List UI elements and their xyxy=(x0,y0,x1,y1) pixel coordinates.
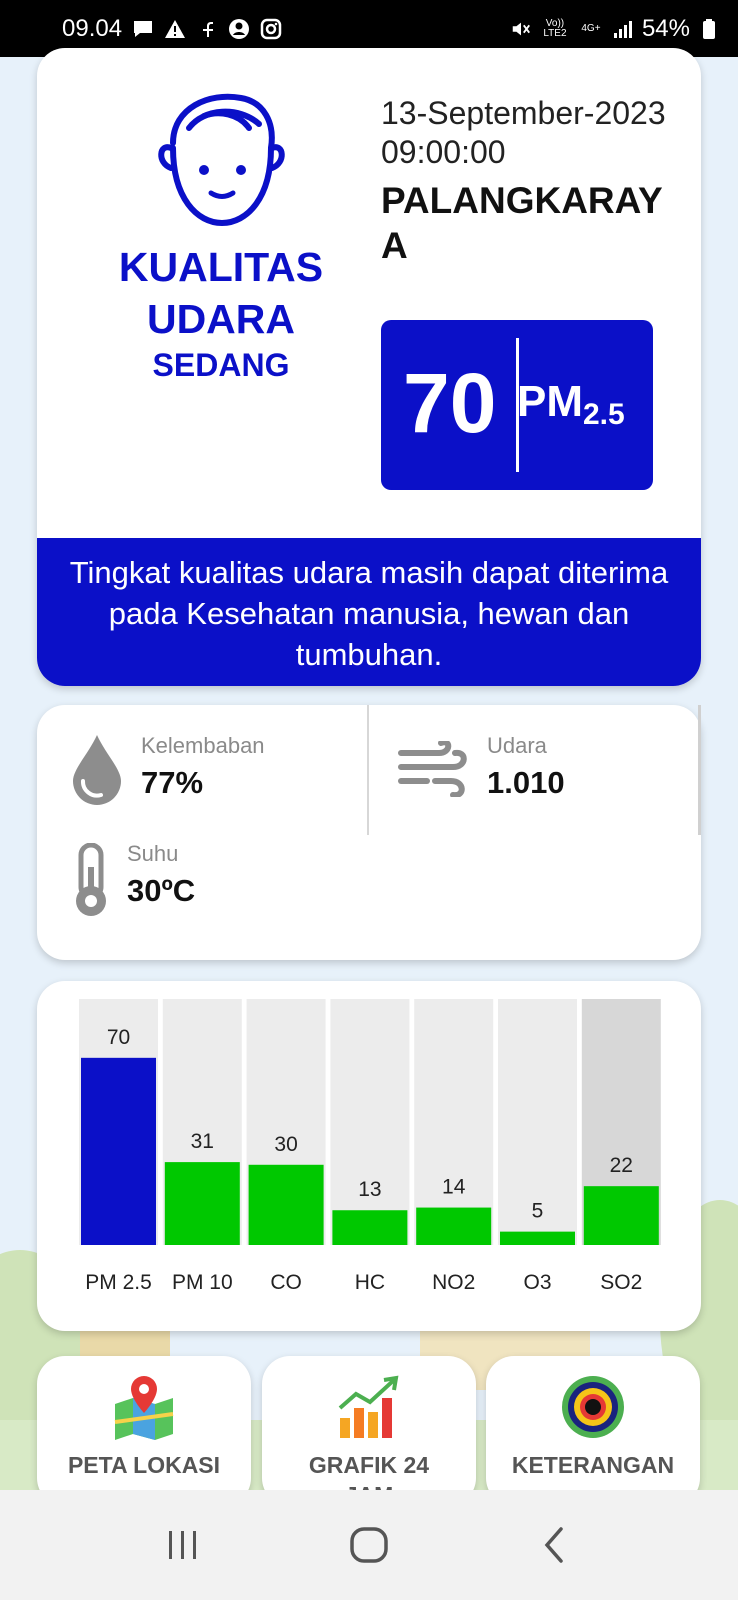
bar-no2 xyxy=(416,1208,491,1245)
bar-value-label: 70 xyxy=(106,1025,131,1049)
temperature-value: 30ºC xyxy=(127,873,196,908)
bar-co xyxy=(249,1165,324,1245)
temperature-label: Suhu xyxy=(127,841,179,866)
bar-hc xyxy=(332,1210,407,1245)
category-label: PM 2.5 xyxy=(85,1271,152,1294)
nav-card-keterangan[interactable] xyxy=(486,1356,700,1506)
message-icon xyxy=(132,18,154,40)
volte-icon: Vo)) LTE2 xyxy=(543,17,567,39)
4g-icon: 4G+ xyxy=(581,22,601,34)
map-pin-icon xyxy=(111,1374,177,1440)
bar-value-label: 5 xyxy=(531,1199,544,1223)
status-time: 09.04 xyxy=(62,14,123,42)
aqi-card xyxy=(37,48,701,686)
pollutant-label xyxy=(517,372,625,445)
battery-percent: 54% xyxy=(641,14,690,42)
bar-so2 xyxy=(584,1186,659,1245)
air-value: 1.010 xyxy=(487,765,565,800)
weather-edge xyxy=(698,705,701,835)
aqi-description: Tingkat kualitas udara masih dapat diterima pada Kesehatan manusia, hewan dan tumbuhan. xyxy=(37,538,701,686)
system-nav-bar xyxy=(0,1490,738,1600)
recent-apps-icon[interactable] xyxy=(153,1515,213,1575)
category-label: SO2 xyxy=(600,1271,643,1294)
bar-value-label: 14 xyxy=(442,1175,466,1199)
bar-pm-10 xyxy=(165,1162,240,1245)
bar-value-label: 30 xyxy=(274,1132,298,1156)
air-label: Udara xyxy=(487,733,547,758)
mute-icon xyxy=(510,18,532,40)
humidity-label: Kelembaban xyxy=(141,733,265,758)
category-label: O3 xyxy=(523,1271,552,1294)
instagram-icon xyxy=(260,18,282,40)
account-icon xyxy=(228,18,250,40)
aqi-title: KUALITAS UDARA xyxy=(118,244,324,342)
nav-card-peta-lokasi[interactable] xyxy=(37,1356,251,1506)
wind-icon xyxy=(397,741,471,797)
pollutant-name: PM xyxy=(517,377,583,426)
battery-icon xyxy=(698,18,720,40)
measurement-datetime: 13-September-2023 09:00:00 xyxy=(381,95,666,170)
target-icon xyxy=(560,1374,626,1440)
humidity-value: 77% xyxy=(141,765,204,800)
bar-value-label: 31 xyxy=(190,1130,214,1154)
bar-o3 xyxy=(500,1232,575,1245)
face-icon xyxy=(149,88,294,233)
back-icon[interactable] xyxy=(525,1515,585,1575)
aqi-category: SEDANG xyxy=(152,347,290,383)
bar-value-label: 13 xyxy=(358,1178,382,1202)
aqi-value-box xyxy=(381,320,653,490)
weather-divider xyxy=(367,705,369,835)
category-label: PM 10 xyxy=(171,1271,233,1294)
category-label: NO2 xyxy=(432,1271,476,1294)
category-label: HC xyxy=(354,1271,386,1294)
pollutant-subscript: 2.5 xyxy=(583,398,625,431)
humidity-icon xyxy=(71,733,123,805)
fdroid-icon xyxy=(196,18,218,40)
signal-icon xyxy=(612,18,634,40)
bar-chart-icon xyxy=(336,1374,402,1440)
nav-label-keterangan: KETERANGAN xyxy=(511,1452,675,1478)
nav-label-grafik-24-jam: GRAFIK 24 xyxy=(308,1452,430,1478)
weather-card xyxy=(37,705,701,960)
category-label: CO xyxy=(270,1271,302,1294)
nav-card-grafik-24-jam[interactable] xyxy=(262,1356,476,1506)
city-name: PALANGKARAYA xyxy=(381,180,663,266)
thermometer-icon xyxy=(71,843,111,919)
warning-icon xyxy=(164,18,186,40)
bar-pm-2-5 xyxy=(81,1058,156,1245)
nav-label-peta-lokasi: PETA LOKASI xyxy=(67,1452,221,1478)
bar-value-label: 22 xyxy=(609,1154,633,1178)
home-icon[interactable] xyxy=(339,1515,399,1575)
pollutant-chart-card xyxy=(37,981,701,1331)
bar-track xyxy=(330,999,409,1245)
aqi-value: 70 xyxy=(403,356,497,450)
pollutant-bar-chart xyxy=(37,981,701,1331)
